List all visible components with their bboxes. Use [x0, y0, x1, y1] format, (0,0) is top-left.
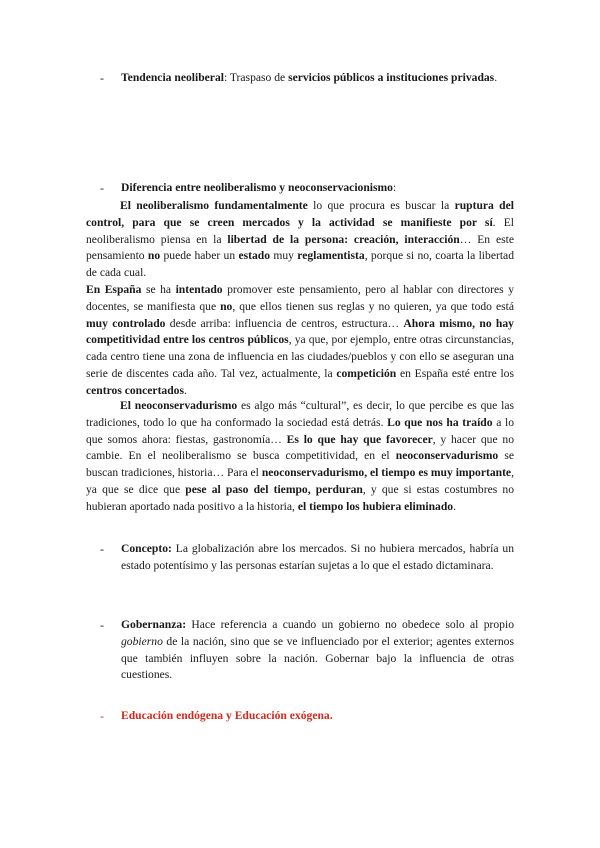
list-item-educacion-heading: Educación endógena y Educación exógena.: [121, 709, 333, 722]
bullet-dash: -: [100, 618, 104, 632]
paragraph-neoconservadurismo: El neoconservadurismo es algo más “cultural”, es decir, lo que percibe es que las tradiciones, todo lo que ha conformado la sociedad está detrás. Lo que nos ha traído a lo que somos ahora: fiestas, gastronomía… Es lo que hay que favorecer, y hacer que no cambie. En el neoliberalismo se busca competitividad, en el neoconservadurismo se buscan tradiciones, historia… Para el neoconservadurismo, el tiempo es muy importante, ya que se dice que pese al paso del tiempo, perduran, y que si estas costumbres no hubieran aportado nada positivo a la historia, el tiempo los hubiera eliminado.: [86, 399, 515, 513]
list-item-tendencia-neoliberal: Tendencia neoliberal: Traspaso de servicios públicos a instituciones privadas.: [121, 71, 498, 84]
bullet-dash: -: [100, 709, 104, 723]
list-item-gobernanza: Gobernanza: Hace referencia a cuando un gobierno no obedece solo al propio gobierno de la nación, sino que se ve influenciado por el exterior; agentes externos que también influyen sobre la nación. Gobernar bajo la influencia de otras cuestiones.: [121, 618, 514, 682]
list-item-diferencia: Diferencia entre neoliberalismo y neoconservacionismo:: [121, 181, 397, 194]
bullet-dash: -: [100, 71, 104, 85]
bullet-dash: -: [100, 181, 104, 195]
list-item-concepto: Concepto: La globalización abre los mercados. Si no hubiera mercados, habría un estado potentísimo y las personas estarían sujetas a lo que el estado dictaminara.: [121, 542, 514, 572]
paragraph-espana: En España se ha intentado promover este pensamiento, pero al hablar con directores y docentes, se manifiesta que no, que ellos tienen sus reglas y no quieren, ya que todo está muy controlado desde arriba: influencia de centros, estructura… Ahora mismo, no hay competitividad entre los centros públicos, ya que, por ejemplo, entre otras circunstancias, cada centro tiene una zona de influencia en las ciudades/pueblos y con ello se aseguran una serie de discentes cada año. Tal vez, actualmente, la competición en España esté entre los centros concertados.: [86, 283, 514, 397]
bullet-dash: -: [100, 542, 104, 556]
paragraph-neoliberalismo: El neoliberalismo fundamentalmente lo que procura es buscar la ruptura del control, para que se creen mercados y la actividad se manifieste por sí. El neoliberalismo piensa en la libertad de la persona: creación, interacción… En este pensamiento no puede haber un estado muy reglamentista, porque si no, coarta la libertad de cada cual.: [86, 199, 515, 280]
